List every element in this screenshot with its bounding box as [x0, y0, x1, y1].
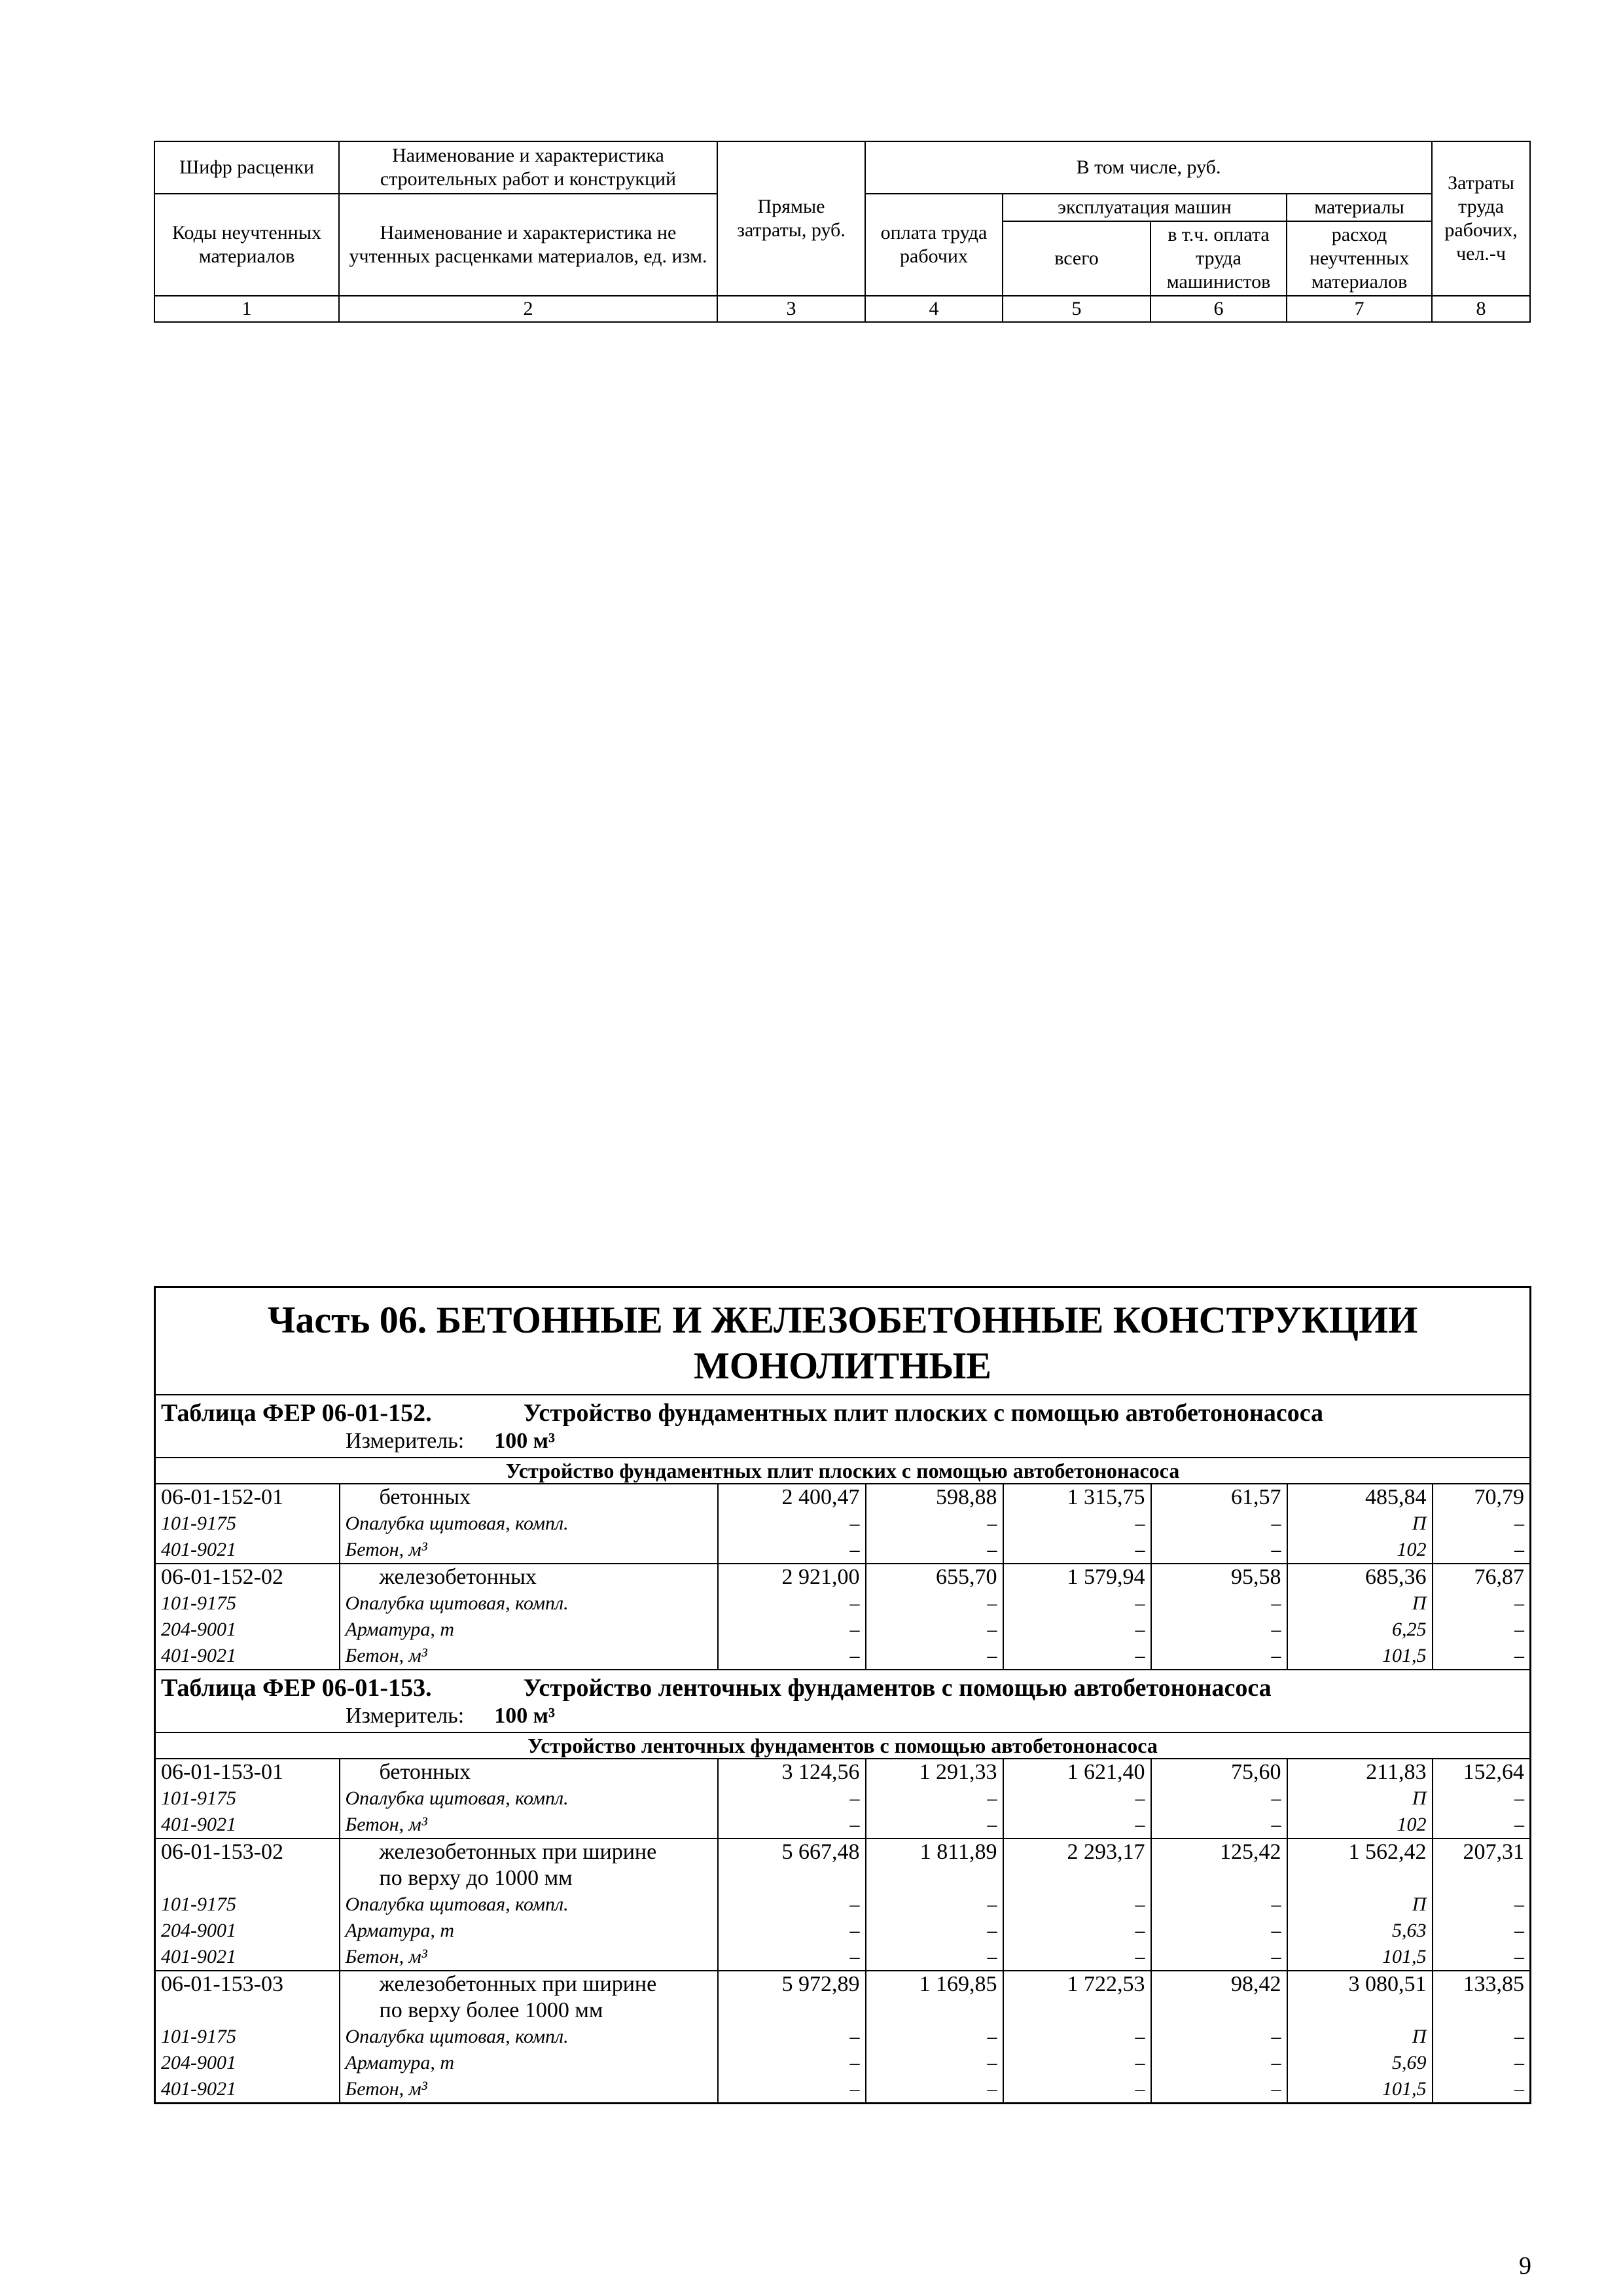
- material-code: 204-9001: [155, 1617, 340, 1643]
- rate-code: 06-01-153-02: [155, 1839, 340, 1865]
- header-name: Наименование и характеристика строительных работ и конструкций: [339, 141, 717, 194]
- value-cell: 1 562,42: [1287, 1839, 1433, 1865]
- value-cell: [1003, 1865, 1151, 1892]
- value-cell: –: [1433, 1643, 1531, 1670]
- value-cell: –: [1151, 1537, 1287, 1564]
- rate-code: 06-01-153-01: [155, 1759, 340, 1785]
- value-cell: –: [718, 1590, 866, 1617]
- section-title: Устройство ленточных фундаментов с помощью автобетононасоса: [155, 1732, 1531, 1759]
- value-cell: 101,5: [1287, 1643, 1433, 1670]
- value-cell: –: [866, 1511, 1003, 1537]
- value-cell: –: [1433, 1892, 1531, 1918]
- value-cell: 152,64: [1433, 1759, 1531, 1785]
- rate-code: 06-01-153-03: [155, 1971, 340, 1998]
- material-code: 401-9021: [155, 1643, 340, 1670]
- value-cell: 2 400,47: [718, 1484, 866, 1511]
- column-number: 8: [1432, 296, 1530, 322]
- value-cell: –: [718, 1892, 866, 1918]
- header-labor-costs: Затраты труда рабочих, чел.-ч: [1432, 141, 1530, 296]
- part-title: [155, 1287, 1531, 1395]
- material-code: 101-9175: [155, 1590, 340, 1617]
- value-cell: 102: [1287, 1812, 1433, 1839]
- value-cell: [866, 1865, 1003, 1892]
- value-cell: П: [1287, 2024, 1433, 2050]
- value-cell: –: [1433, 1785, 1531, 1812]
- value-cell: [1433, 1998, 1531, 2024]
- value-cell: П: [1287, 1590, 1433, 1617]
- value-cell: [1003, 1998, 1151, 2024]
- table-heading: [155, 1395, 1531, 1428]
- material-name: Арматура, т: [340, 2050, 718, 2076]
- value-cell: 1 811,89: [866, 1839, 1003, 1865]
- column-number: 5: [1003, 296, 1150, 322]
- value-cell: –: [866, 1918, 1003, 1944]
- value-cell: –: [1151, 1812, 1287, 1839]
- value-cell: –: [866, 1643, 1003, 1670]
- value-cell: –: [1151, 1590, 1287, 1617]
- material-code: 101-9175: [155, 1892, 340, 1918]
- material-code: 401-9021: [155, 1944, 340, 1971]
- material-name: Бетон, м³: [340, 1944, 718, 1971]
- material-code: 204-9001: [155, 1918, 340, 1944]
- material-name: Бетон, м³: [340, 1537, 718, 1564]
- value-cell: –: [1433, 1617, 1531, 1643]
- value-cell: –: [1003, 1643, 1151, 1670]
- value-cell: –: [1151, 2076, 1287, 2104]
- value-cell: –: [1003, 1537, 1151, 1564]
- material-code: 401-9021: [155, 2076, 340, 2104]
- value-cell: 1 579,94: [1003, 1564, 1151, 1590]
- material-name: Бетон, м³: [340, 1643, 718, 1670]
- value-cell: –: [1433, 2050, 1531, 2076]
- work-name: бетонных: [340, 1759, 718, 1785]
- value-cell: –: [1003, 1617, 1151, 1643]
- value-cell: 6,25: [1287, 1617, 1433, 1643]
- value-cell: 75,60: [1151, 1759, 1287, 1785]
- column-number: 6: [1150, 296, 1287, 322]
- price-table: [154, 1286, 1531, 2104]
- rate-code: [155, 1998, 340, 2024]
- value-cell: –: [718, 2076, 866, 2104]
- value-cell: –: [866, 1812, 1003, 1839]
- value-cell: 70,79: [1433, 1484, 1531, 1511]
- value-cell: –: [1433, 1590, 1531, 1617]
- value-cell: –: [718, 1812, 866, 1839]
- value-cell: –: [718, 1785, 866, 1812]
- value-cell: 5,63: [1287, 1918, 1433, 1944]
- value-cell: 125,42: [1151, 1839, 1287, 1865]
- value-cell: –: [866, 1590, 1003, 1617]
- header-material-consumption: расход неучтенных материалов: [1287, 221, 1432, 296]
- value-cell: –: [1151, 1892, 1287, 1918]
- value-cell: 1 621,40: [1003, 1759, 1151, 1785]
- value-cell: [1287, 1865, 1433, 1892]
- value-cell: –: [866, 1617, 1003, 1643]
- value-cell: 101,5: [1287, 2076, 1433, 2104]
- value-cell: 98,42: [1151, 1971, 1287, 1998]
- value-cell: –: [1433, 1511, 1531, 1537]
- header-machine-total: всего: [1003, 221, 1150, 296]
- value-cell: –: [1151, 1617, 1287, 1643]
- value-cell: [1151, 1998, 1287, 2024]
- value-cell: –: [718, 1617, 866, 1643]
- material-name: Бетон, м³: [340, 2076, 718, 2104]
- value-cell: –: [718, 1918, 866, 1944]
- value-cell: 655,70: [866, 1564, 1003, 1590]
- value-cell: [718, 1998, 866, 2024]
- value-cell: –: [866, 2076, 1003, 2104]
- value-cell: П: [1287, 1511, 1433, 1537]
- work-name: железобетонных при ширине: [340, 1839, 718, 1865]
- table-label: Таблица ФЕР 06-01-153.: [161, 1674, 432, 1702]
- work-name: по верху более 1000 мм: [340, 1998, 718, 2024]
- value-cell: –: [1151, 1918, 1287, 1944]
- material-name: Опалубка щитовая, компл.: [340, 1785, 718, 1812]
- header-materials: материалы: [1287, 194, 1432, 221]
- value-cell: 211,83: [1287, 1759, 1433, 1785]
- value-cell: –: [1003, 1892, 1151, 1918]
- page-number: 9: [1519, 2252, 1531, 2280]
- material-code: 101-9175: [155, 1511, 340, 1537]
- value-cell: –: [866, 1537, 1003, 1564]
- value-cell: –: [1151, 1785, 1287, 1812]
- value-cell: 101,5: [1287, 1944, 1433, 1971]
- material-name: Опалубка щитовая, компл.: [340, 2024, 718, 2050]
- value-cell: –: [1003, 1812, 1151, 1839]
- column-number: 4: [865, 296, 1003, 322]
- value-cell: –: [866, 1785, 1003, 1812]
- value-cell: –: [1151, 1944, 1287, 1971]
- value-cell: –: [1003, 1511, 1151, 1537]
- measure-value: 100 м³: [494, 1704, 556, 1728]
- rate-code: [155, 1865, 340, 1892]
- value-cell: 207,31: [1433, 1839, 1531, 1865]
- value-cell: 3 080,51: [1287, 1971, 1433, 1998]
- column-number: 2: [339, 296, 717, 322]
- value-cell: –: [718, 1537, 866, 1564]
- value-cell: –: [1433, 1812, 1531, 1839]
- work-name: бетонных: [340, 1484, 718, 1511]
- value-cell: 102: [1287, 1537, 1433, 1564]
- rate-code: 06-01-152-01: [155, 1484, 340, 1511]
- measure-row: [155, 1428, 1531, 1458]
- value-cell: –: [1003, 2024, 1151, 2050]
- value-cell: –: [1003, 1918, 1151, 1944]
- header-unaccounted-names: Наименование и характеристика не учтенных расценками материалов, ед. изм.: [339, 194, 717, 296]
- value-cell: –: [1151, 1511, 1287, 1537]
- value-cell: –: [718, 2050, 866, 2076]
- material-name: Опалубка щитовая, компл.: [340, 1892, 718, 1918]
- value-cell: –: [1433, 1944, 1531, 1971]
- value-cell: 2 293,17: [1003, 1839, 1151, 1865]
- value-cell: –: [1003, 1944, 1151, 1971]
- material-name: Опалубка щитовая, компл.: [340, 1590, 718, 1617]
- rate-code: 06-01-152-02: [155, 1564, 340, 1590]
- column-number: 1: [154, 296, 339, 322]
- material-code: 101-9175: [155, 1785, 340, 1812]
- value-cell: П: [1287, 1785, 1433, 1812]
- table-heading: [155, 1670, 1531, 1703]
- measure-value: 100 м³: [494, 1429, 556, 1453]
- value-cell: 5,69: [1287, 2050, 1433, 2076]
- part-title-line-2: МОНОЛИТНЫЕ: [694, 1344, 991, 1387]
- value-cell: 95,58: [1151, 1564, 1287, 1590]
- header-code: Шифр расценки: [154, 141, 339, 194]
- measure-label: Измеритель:: [346, 1704, 465, 1728]
- value-cell: 1 315,75: [1003, 1484, 1151, 1511]
- value-cell: –: [718, 1944, 866, 1971]
- value-cell: –: [1151, 2024, 1287, 2050]
- value-cell: [718, 1865, 866, 1892]
- value-cell: –: [718, 1511, 866, 1537]
- column-number: 3: [717, 296, 865, 322]
- material-code: 401-9021: [155, 1537, 340, 1564]
- part-title-line-1: Часть 06. БЕТОННЫЕ И ЖЕЛЕЗОБЕТОННЫЕ КОНСТРУКЦИИ: [267, 1299, 1418, 1341]
- value-cell: 1 722,53: [1003, 1971, 1151, 1998]
- value-cell: 685,36: [1287, 1564, 1433, 1590]
- value-cell: [866, 1998, 1003, 2024]
- value-cell: П: [1287, 1892, 1433, 1918]
- value-cell: –: [1433, 2076, 1531, 2104]
- value-cell: [1287, 1998, 1433, 2024]
- value-cell: 61,57: [1151, 1484, 1287, 1511]
- value-cell: 1 169,85: [866, 1971, 1003, 1998]
- value-cell: –: [718, 1643, 866, 1670]
- value-cell: –: [1433, 2024, 1531, 2050]
- value-cell: –: [1151, 1643, 1287, 1670]
- work-name: железобетонных при ширине: [340, 1971, 718, 1998]
- value-cell: 485,84: [1287, 1484, 1433, 1511]
- material-name: Опалубка щитовая, компл.: [340, 1511, 718, 1537]
- measure-row: [155, 1703, 1531, 1732]
- value-cell: 133,85: [1433, 1971, 1531, 1998]
- work-name: по верху до 1000 мм: [340, 1865, 718, 1892]
- value-cell: 5 667,48: [718, 1839, 866, 1865]
- table-title: Устройство фундаментных плит плоских с помощью автобетононасоса: [523, 1399, 1324, 1427]
- value-cell: –: [866, 2050, 1003, 2076]
- value-cell: 76,87: [1433, 1564, 1531, 1590]
- value-cell: 5 972,89: [718, 1971, 866, 1998]
- column-number: 7: [1287, 296, 1432, 322]
- value-cell: –: [1003, 2076, 1151, 2104]
- value-cell: [1433, 1865, 1531, 1892]
- material-name: Арматура, т: [340, 1617, 718, 1643]
- value-cell: –: [866, 1944, 1003, 1971]
- material-name: Арматура, т: [340, 1918, 718, 1944]
- value-cell: 2 921,00: [718, 1564, 866, 1590]
- material-name: Бетон, м³: [340, 1812, 718, 1839]
- measure-label: Измеритель:: [346, 1429, 465, 1453]
- value-cell: –: [1433, 1537, 1531, 1564]
- header-worker-wages: оплата труда рабочих: [865, 194, 1003, 296]
- value-cell: –: [718, 2024, 866, 2050]
- header-unaccounted-codes: Коды неучтенных материалов: [154, 194, 339, 296]
- work-name: железобетонных: [340, 1564, 718, 1590]
- value-cell: –: [866, 1892, 1003, 1918]
- value-cell: [1151, 1865, 1287, 1892]
- table-title: Устройство ленточных фундаментов с помощью автобетононасоса: [523, 1674, 1272, 1702]
- value-cell: –: [1003, 2050, 1151, 2076]
- value-cell: –: [1003, 1590, 1151, 1617]
- header-machine-operation: эксплуатация машин: [1003, 194, 1287, 221]
- header-direct-costs: Прямые затраты, руб.: [717, 141, 865, 296]
- value-cell: –: [1003, 1785, 1151, 1812]
- value-cell: 3 124,56: [718, 1759, 866, 1785]
- value-cell: –: [1151, 2050, 1287, 2076]
- value-cell: 1 291,33: [866, 1759, 1003, 1785]
- value-cell: –: [1433, 1918, 1531, 1944]
- value-cell: 598,88: [866, 1484, 1003, 1511]
- header-including: В том числе, руб.: [865, 141, 1432, 194]
- header-operator-wages: в т.ч. оплата труда машинистов: [1150, 221, 1287, 296]
- material-code: 101-9175: [155, 2024, 340, 2050]
- table-label: Таблица ФЕР 06-01-152.: [161, 1399, 432, 1427]
- column-header-table: [154, 141, 1531, 323]
- section-title: Устройство фундаментных плит плоских с помощью автобетононасоса: [155, 1458, 1531, 1484]
- value-cell: –: [866, 2024, 1003, 2050]
- material-code: 204-9001: [155, 2050, 340, 2076]
- material-code: 401-9021: [155, 1812, 340, 1839]
